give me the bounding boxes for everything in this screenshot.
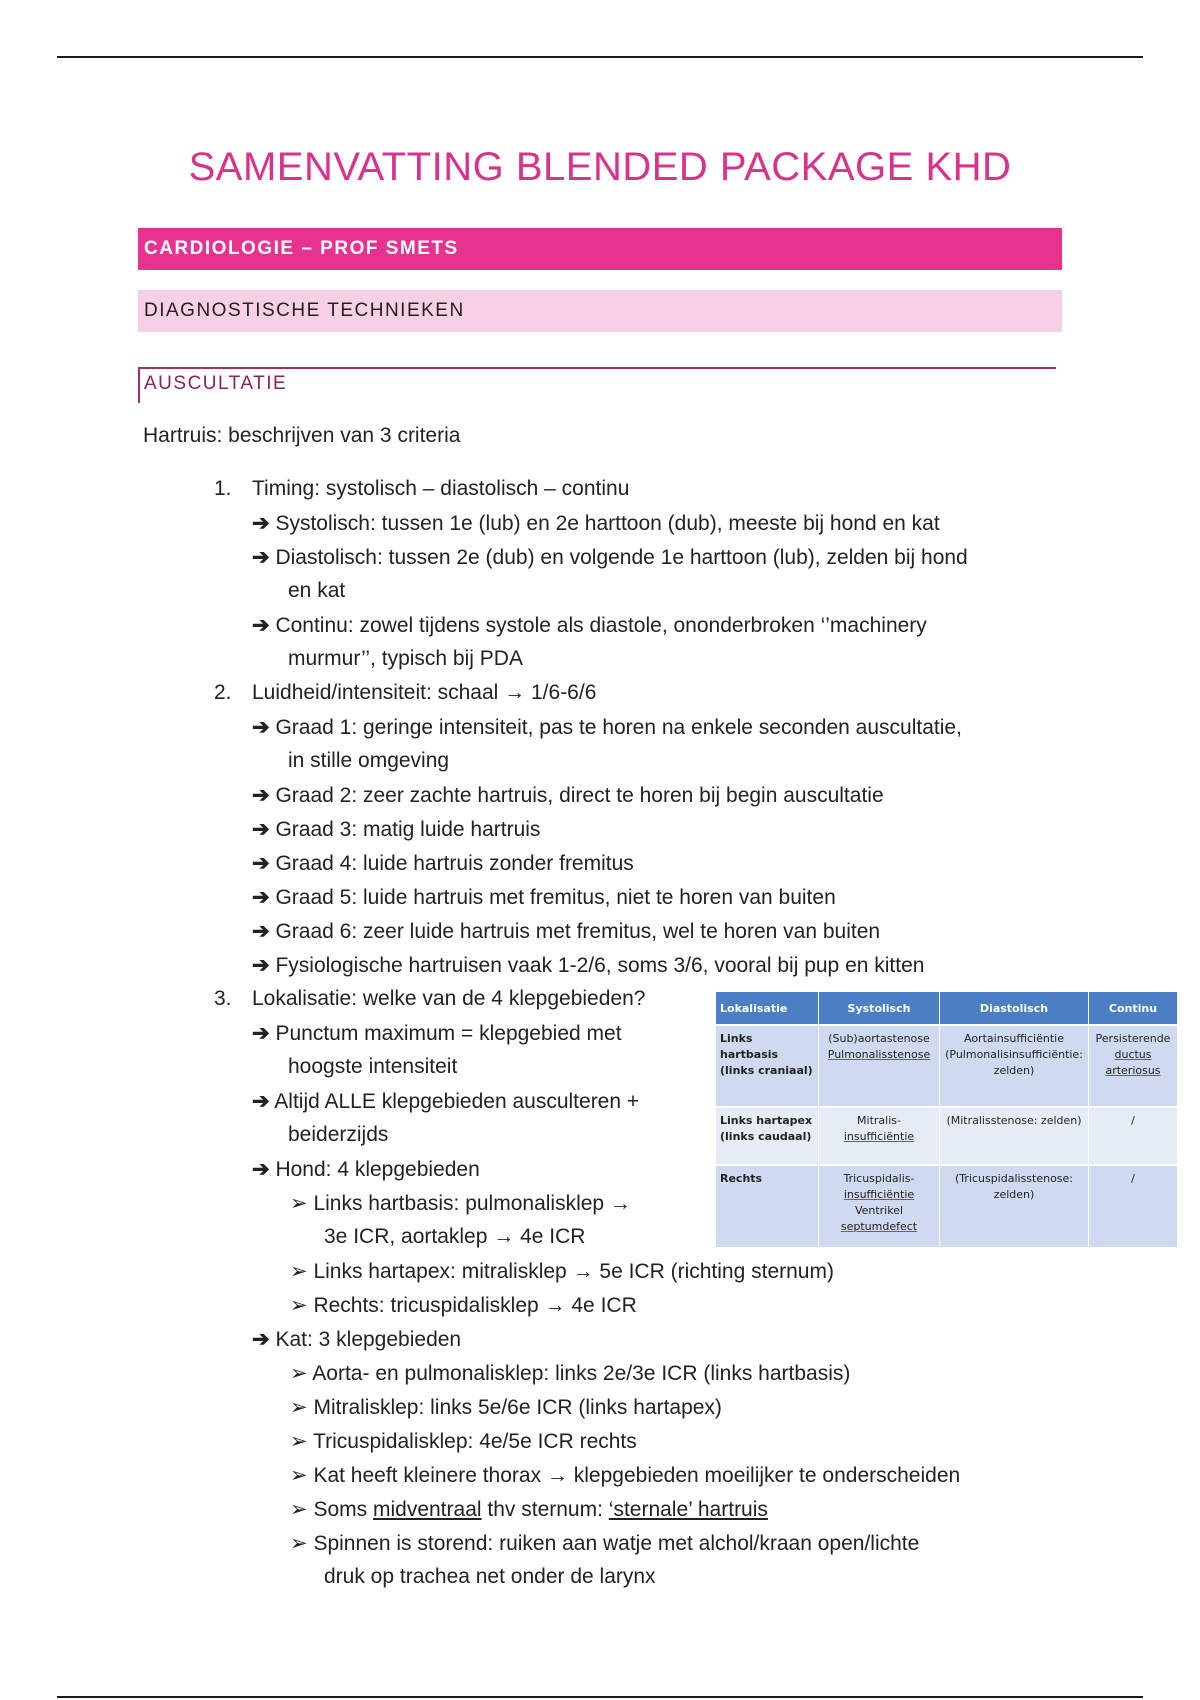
sub-item: ➢ Spinnen is storend: ruiken aan watje met alchol/kraan open/lichte	[290, 1532, 920, 1555]
list-item: ➔ Graad 1: geringe intensiteit, pas te horen na enkele seconden auscultatie,	[252, 716, 962, 739]
table-header-row	[716, 992, 1178, 1025]
arrow-icon: ➔	[252, 920, 270, 943]
sub-item: ➢ Links hartbasis: pulmonalisklep →	[290, 1192, 631, 1215]
arrow-icon: ➔	[252, 546, 270, 569]
top-rule	[57, 56, 1143, 58]
bullet-icon: ➢	[290, 1464, 308, 1487]
list-item: ➔ Graad 3: matig luide hartruis	[252, 818, 541, 841]
table-cell: (Sub)aortastenose Pulmonalisstenose	[819, 1025, 940, 1107]
valve-region-table	[716, 992, 1178, 1247]
list-item: ➔ Diastolisch: tussen 2e (dub) en volgende 1e harttoon (lub), zelden bij hond	[252, 546, 968, 569]
arrow-icon: ➔	[252, 818, 270, 841]
bullet-icon: ➢	[290, 1532, 308, 1555]
bullet-icon: ➢	[290, 1294, 308, 1317]
document-title: SAMENVATTING BLENDED PACKAGE KHD	[188, 145, 1012, 189]
criterion-2	[214, 681, 596, 705]
sub-item: ➢ Soms midventraal thv sternum: ‘sternale’ hartruis	[290, 1498, 768, 1521]
arrow-icon: ➔	[252, 852, 270, 875]
arrow-icon: ➔	[252, 1158, 270, 1181]
underlined-term: midventraal	[372, 1498, 482, 1521]
list-item-continued: beiderzijds	[288, 1123, 389, 1146]
bullet-icon: ➢	[290, 1192, 308, 1215]
sub-item: ➢ Links hartapex: mitralisklep → 5e ICR (richting sternum)	[290, 1260, 834, 1283]
list-item: ➔ Kat: 3 klepgebieden	[252, 1328, 462, 1351]
sub-item: ➢ Aorta- en pulmonalisklep: links 2e/3e ICR (links hartbasis)	[290, 1362, 851, 1385]
sub-item: ➢ Mitralisklep: links 5e/6e ICR (links hartapex)	[290, 1396, 722, 1419]
table-cell: /	[1089, 1107, 1178, 1165]
list-item-continued: murmur’’, typisch bij PDA	[288, 647, 523, 670]
sub-item-continued: druk op trachea net onder de larynx	[324, 1565, 656, 1588]
arrow-icon: ➔	[252, 716, 270, 739]
list-item-continued: in stille omgeving	[288, 749, 450, 772]
criterion-text: Luidheid/intensiteit: schaal → 1/6-6/6	[252, 681, 597, 704]
criterion-number: 3.	[214, 987, 232, 1010]
criterion-text: Lokalisatie: welke van de 4 klepgebieden?	[252, 987, 646, 1010]
list-item: ➔ Graad 6: zeer luide hartruis met fremitus, wel te horen van buiten	[252, 920, 881, 943]
table-cell: (Tricuspidalisstenose: zelden)	[940, 1165, 1089, 1247]
arrow-icon: ➔	[252, 1090, 270, 1113]
arrow-icon: ➔	[252, 1022, 270, 1045]
bullet-icon: ➢	[290, 1430, 308, 1453]
arrow-icon: ➔	[252, 1328, 270, 1351]
arrow-icon: ➔	[252, 784, 270, 807]
criterion-1	[214, 477, 629, 501]
arrow-icon: ➔	[252, 614, 270, 637]
table-cell: Tricuspidalis- insufficiëntie Ventrikel septumdefect	[819, 1165, 940, 1247]
list-item: ➔ Continu: zowel tijdens systole als diastole, ononderbroken ‘’machinery	[252, 614, 927, 637]
table-row	[716, 1165, 1178, 1247]
list-item: ➔ Punctum maximum = klepgebied met	[252, 1022, 622, 1045]
list-item: ➔ Hond: 4 klepgebieden	[252, 1158, 480, 1181]
table-row	[716, 1025, 1178, 1107]
table-cell: Links hartapex (links caudaal)	[716, 1107, 819, 1165]
list-item-continued: en kat	[288, 579, 346, 602]
arrow-icon: ➔	[252, 886, 270, 909]
table-cell: Rechts	[716, 1165, 819, 1247]
table-header: Lokalisatie	[716, 992, 819, 1025]
list-item-continued: hoogste intensiteit	[288, 1055, 458, 1078]
table-row	[716, 1107, 1178, 1165]
arrow-icon: ➔	[252, 512, 270, 535]
bullet-icon: ➢	[290, 1498, 308, 1521]
criterion-text: Timing: systolisch – diastolisch – continu	[252, 477, 630, 500]
bullet-icon: ➢	[290, 1396, 308, 1419]
sub-item: ➢ Tricuspidalisklep: 4e/5e ICR rechts	[290, 1430, 637, 1453]
chapter-heading: CARDIOLOGIE – PROF SMETS	[138, 228, 1062, 270]
list-item: ➔ Graad 5: luide hartruis met fremitus, niet te horen van buiten	[252, 886, 836, 909]
list-item: ➔ Graad 2: zeer zachte hartruis, direct te horen bij begin auscultatie	[252, 784, 884, 807]
sub-item: ➢ Kat heeft kleinere thorax → klepgebieden moeilijker te onderscheiden	[290, 1464, 961, 1487]
table-cell: Links hartbasis (links craniaal)	[716, 1025, 819, 1107]
table-header: Diastolisch	[940, 992, 1089, 1025]
underlined-term: ‘sternale’ hartruis	[608, 1498, 768, 1521]
sub-item-continued: 3e ICR, aortaklep → 4e ICR	[324, 1225, 586, 1248]
section-heading: DIAGNOSTISCHE TECHNIEKEN	[138, 290, 1062, 332]
table-header: Systolisch	[819, 992, 940, 1025]
sub-item: ➢ Rechts: tricuspidalisklep → 4e ICR	[290, 1294, 637, 1317]
list-item: ➔ Altijd ALLE klepgebieden ausculteren +	[252, 1090, 640, 1113]
criterion-number: 2.	[214, 681, 232, 704]
bullet-icon: ➢	[290, 1362, 308, 1385]
table-cell: Persisterende ductus arteriosus	[1089, 1025, 1178, 1107]
table-header: Continu	[1089, 992, 1178, 1025]
arrow-icon: ➔	[252, 954, 270, 977]
table-cell: Aortainsufficiëntie (Pulmonalisinsufficiëntie: zelden)	[940, 1025, 1089, 1107]
criterion-3	[214, 987, 645, 1011]
bullet-icon: ➢	[290, 1260, 308, 1283]
subsection-heading: AUSCULTATIE	[138, 367, 1056, 403]
table-cell: (Mitralisstenose: zelden)	[940, 1107, 1089, 1165]
intro-text: Hartruis: beschrijven van 3 criteria	[143, 424, 461, 447]
table-cell: /	[1089, 1165, 1178, 1247]
list-item: ➔ Fysiologische hartruisen vaak 1-2/6, soms 3/6, vooral bij pup en kitten	[252, 954, 925, 977]
criterion-number: 1.	[214, 477, 232, 500]
list-item: ➔ Graad 4: luide hartruis zonder fremitus	[252, 852, 634, 875]
table-cell: Mitralis- insufficiëntie	[819, 1107, 940, 1165]
list-item: ➔ Systolisch: tussen 1e (lub) en 2e harttoon (dub), meeste bij hond en kat	[252, 512, 940, 535]
bottom-rule	[57, 1696, 1143, 1698]
